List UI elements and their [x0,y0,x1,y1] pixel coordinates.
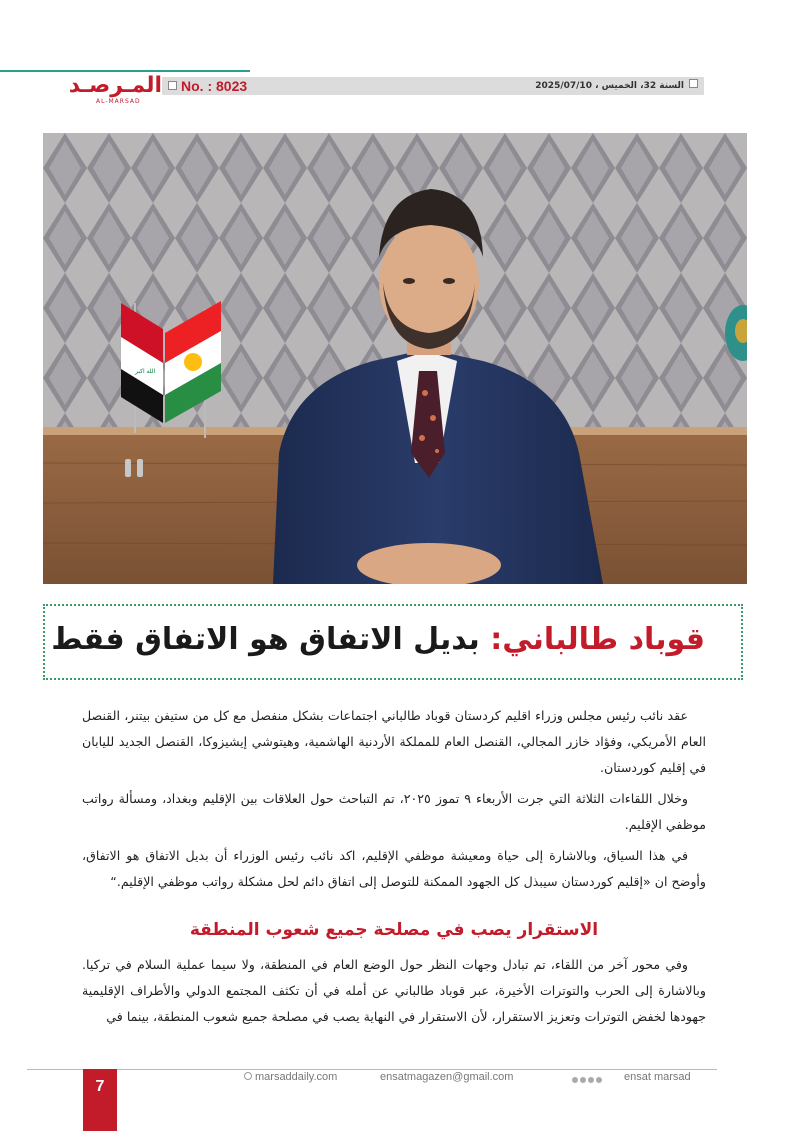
footer-rule [27,1069,717,1070]
issue-date: السنة 32، الخميس ، 2025/07/10 [535,81,684,91]
body-paragraph: وخلال اللقاءات الثلاثة التي جرت الأربعاء ٩ تموز ٢٠٢٥، تم التباحث حول العلاقات بين الإقليم وبغداد، ومسألة رواتب موظفي الإقليم. [82,791,706,832]
article-body-part-2 [82,952,706,1035]
body-paragraph: في هذا السياق، وبالاشارة إلى حياة ومعيشة موظفي الإقليم، اكد نائب رئيس الوزراء أن بديل الاتفاق هو الاتفاق، وأوضح ان «إقليم كوردستان سيبذل كل الجهود الممكنة للتوصل إلى اتفاق دائم لحل مشكلة رواتب موظفي الإقليم.“ [82,848,706,889]
issue-number: No. : 8023 [181,78,248,94]
bullet-square-icon [168,81,177,90]
article-headline [51,620,705,660]
top-accent-rule [0,70,250,72]
body-paragraph: عقد نائب رئيس مجلس وزراء اقليم كردستان قوباد طالباني اجتماعات بشكل منفصل مع كل من ستيفن بيتنر، القنصل العام الأمريكي، وفؤاد خازر المجالي، القنصل العام للمملكة الأردنية الهاشمية، وهيتوشي إيشيزوكا، القنصل الجديد لليابان في إقليم كوردستان. [82,708,706,775]
facebook-icon[interactable] [572,1077,578,1083]
article-body-part-1 [82,703,706,900]
publication-logo [68,73,162,105]
logo-wordmark: المـرصـد [68,73,162,98]
logo-latin-text: AL-MARSAD [96,98,141,105]
twitter-icon[interactable] [580,1077,586,1083]
instagram-icon[interactable] [588,1077,594,1083]
bullet-square-icon [689,79,698,88]
social-handle: ensat marsad [624,1071,691,1083]
issue-info-bar [162,77,704,95]
headline-frame [43,604,743,680]
website-link[interactable]: marsaddaily.com [255,1071,338,1083]
headline-speaker: قوباد طالباني: [490,622,705,657]
article-photo [43,133,747,584]
body-paragraph: وفي محور آخر من اللقاء، تم تبادل وجهات النظر حول الوضع العام في المنطقة، ولا سيما عملية السلام في تركيا. وبالاشارة إلى الحرب والتوترات الأخيرة، عبر قوباد طالباني عن أمله في أن تكثف المجتمع الدولي والأطراف الإقليمية جهودها لخفض التوترات وتعزيز الاستقرار، لأن الاستقرار في النهاية يصب في مصلحة جميع شعوب المنطقة، بينما في [82,957,706,1024]
headline-quote: بديل الاتفاق هو الاتفاق فقط [51,622,480,657]
social-icons [572,1074,604,1086]
youtube-icon[interactable] [596,1077,602,1083]
globe-icon [244,1072,252,1080]
page-number: 7 [83,1069,117,1131]
email-link[interactable]: ensatmagazen@gmail.com [380,1071,514,1083]
article-subheading: الاستقرار يصب في مصلحة جميع شعوب المنطقة [189,920,599,940]
svg-text:الله اكبر: الله اكبر [135,368,156,375]
